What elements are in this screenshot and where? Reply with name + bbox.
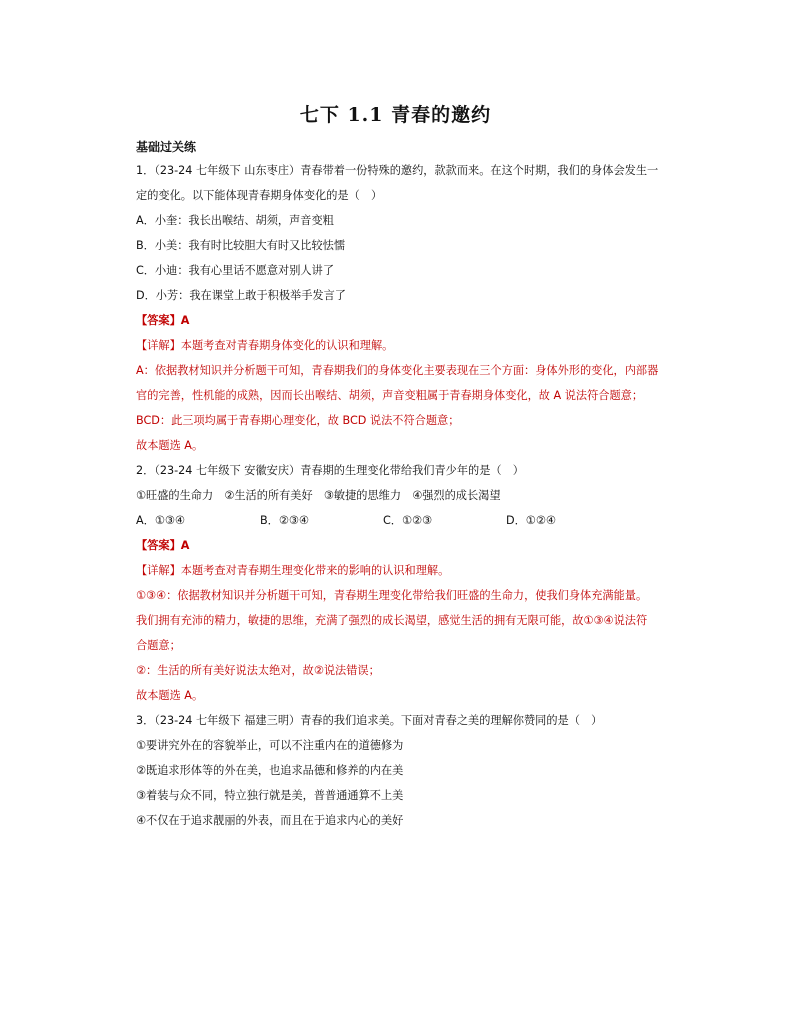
q1-answer: 【答案】A [136,314,190,327]
q3-item-2: ②既追求形体等的外在美，也追求品德和修养的内在美 [136,764,404,777]
q2-conclusion: 故本题选 A。 [136,689,204,702]
q2-option-d: D．①②④ [506,514,556,527]
q2-stem: 2．（23-24 七年级下 安徽安庆）青春期的生理变化带给我们青少年的是（ ） [136,464,524,477]
q1-stem-line-1: 1．（23-24 七年级下 山东枣庄）青春带着一份特殊的邀约，款款而来。在这个时期，我们的身体会发生一 [136,164,659,177]
q1-explanation-line-3: BCD：此三项均属于青春期心理变化，故 BCD 说法不符合题意； [136,414,460,427]
q1-explanation-line-2: 官的完善，性机能的成熟，因而长出喉结、胡须，声音变粗属于青春期身体变化，故 A 说法符合题意； [136,389,644,402]
q3-item-3: ③着装与众不同，特立独行就是美，普普通通算不上美 [136,789,404,802]
q1-detail: 【详解】本题考查对青春期身体变化的认识和理解。 [136,339,394,352]
q1-option-c: C．小迪：我有心里话不愿意对别人讲了 [136,264,335,277]
q1-option-d: D．小芳：我在课堂上敢于积极举手发言了 [136,289,346,302]
q2-option-a: A．①③④ [136,514,185,527]
q2-detail: 【详解】本题考查对青春期生理变化带来的影响的认识和理解。 [136,564,450,577]
q1-conclusion: 故本题选 A。 [136,439,204,452]
q2-explanation-line-4: ②：生活的所有美好说法太绝对，故②说法错误； [136,664,380,677]
q2-option-b: B．②③④ [260,514,309,527]
section-heading: 基础过关练 [136,140,197,154]
q1-stem-line-2: 定的变化。以下能体现青春期身体变化的是（ ） [136,189,383,202]
q1-option-a: A．小奎：我长出喉结、胡须，声音变粗 [136,214,334,227]
q2-option-c: C．①②③ [383,514,433,527]
q2-explanation-line-2: 我们拥有充沛的精力，敏捷的思维，充满了强烈的成长渴望，感觉生活的拥有无限可能，故①③④说法符 [136,614,648,627]
page-title: 七下 1.1 青春的邀约 [299,104,492,126]
q2-explanation-line-3: 合题意； [136,639,181,652]
q2-answer: 【答案】A [136,539,190,552]
q3-item-1: ①要讲究外在的容貌举止，可以不注重内在的道德修为 [136,739,404,752]
q2-explanation-line-1: ①③④：依据教材知识并分析题干可知，青春期生理变化带给我们旺盛的生命力，使我们身体充满能量。 [136,589,648,602]
q1-explanation-line-1: A：依据教材知识并分析题干可知，青春期我们的身体变化主要表现在三个方面：身体外形的变化，内部器 [136,364,659,377]
q3-stem: 3．（23-24 七年级下 福建三明）青春的我们追求美。下面对青春之美的理解你赞同的是（ ） [136,714,603,727]
q2-items: ①旺盛的生命力 ②生活的所有美好 ③敏捷的思维力 ④强烈的成长渴望 [136,489,501,502]
q1-option-b: B．小美：我有时比较胆大有时又比较怯懦 [136,239,346,252]
q3-item-4: ④不仅在于追求靓丽的外表，而且在于追求内心的美好 [136,814,404,827]
